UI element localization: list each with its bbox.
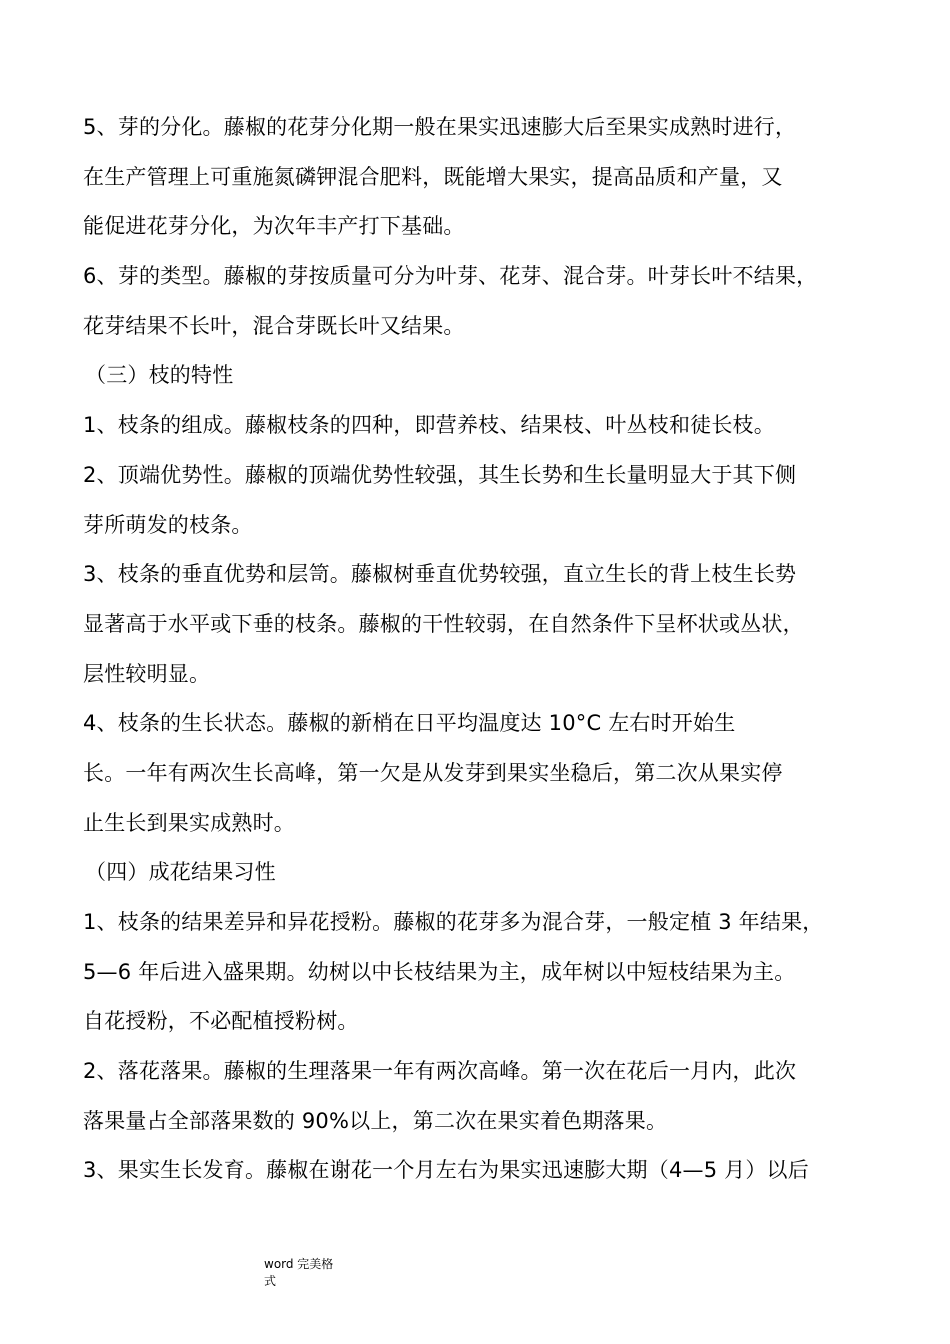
text-line: 显著高于水平或下垂的枝条。藤椒的干性较弱，在自然条件下呈杯状或丛状， (83, 611, 804, 636)
text-line: 能促进花芽分化，为次年丰产打下基础。 (83, 214, 465, 239)
text-line: 2、落花落果。藤椒的生理落果一年有两次高峰。第一次在花后一月内，此次 (83, 1059, 797, 1084)
text-line: 2、顶端优势性。藤椒的顶端优势性较强，其生长势和生长量明显大于其下侧 (83, 462, 797, 487)
text-line: 1、枝条的结果差异和异花授粉。藤椒的花芽多为混合芽，一般定植 3 年结果， (83, 910, 824, 934)
text-line: 5—6 年后进入盛果期。幼树以中长枝结果为主，成年树以中短枝结果为主。 (83, 959, 796, 984)
text-line: 自花授粉，不必配植授粉树。 (83, 1009, 359, 1034)
text-line: 6、芽的类型。藤椒的芽按质量可分为叶芽、花芽、混合芽。叶芽长叶不结果， (83, 264, 818, 289)
text-line: 花芽结果不长叶，混合芽既长叶又结果。 (83, 313, 465, 338)
document-body (83, 103, 883, 1196)
text-line: 3、果实生长发育。藤椒在谢花一个月左右为果实迅速膨大期（4—5 月）以后 (83, 1158, 809, 1183)
text-line: 1、枝条的组成。藤椒枝条的四种，即营养枝、结果枝、叶丛枝和徒长枝。 (83, 413, 775, 438)
section-heading: （四）成花结果习性 (85, 860, 276, 885)
text-line: 长。一年有两次生长高峰，第一欠是从发芽到果实坐稳后，第二次从果实停 (83, 760, 783, 785)
text-line: 在生产管理上可重施氮磷钾混合肥料，既能增大果实，提高品质和产量，又 (83, 164, 783, 189)
text-line: 落果量占全部落果数的 90%以上，第二次在果实着色期落果。 (83, 1108, 668, 1133)
text-line: 层性较明显。 (83, 661, 211, 686)
page-footer (264, 1256, 354, 1290)
text-line: 芽所萌发的枝条。 (83, 512, 253, 537)
footer-text-line-2: 式 (264, 1274, 277, 1288)
text-line: 5、芽的分化。藤椒的花芽分化期一般在果实迅速膨大后至果实成熟时进行， (83, 115, 797, 139)
section-heading: （三）枝的特性 (85, 363, 234, 388)
text-line: 3、枝条的垂直优势和层笥。藤椒树垂直优势较强，直立生长的背上枝生长势 (83, 562, 797, 587)
footer-text-line-1: word 完美格 (264, 1257, 334, 1271)
text-line: 4、枝条的生长状态。藤椒的新梢在日平均温度达 10°C 左右时开始生 (83, 711, 736, 736)
text-line: 止生长到果实成熟时。 (83, 810, 295, 835)
